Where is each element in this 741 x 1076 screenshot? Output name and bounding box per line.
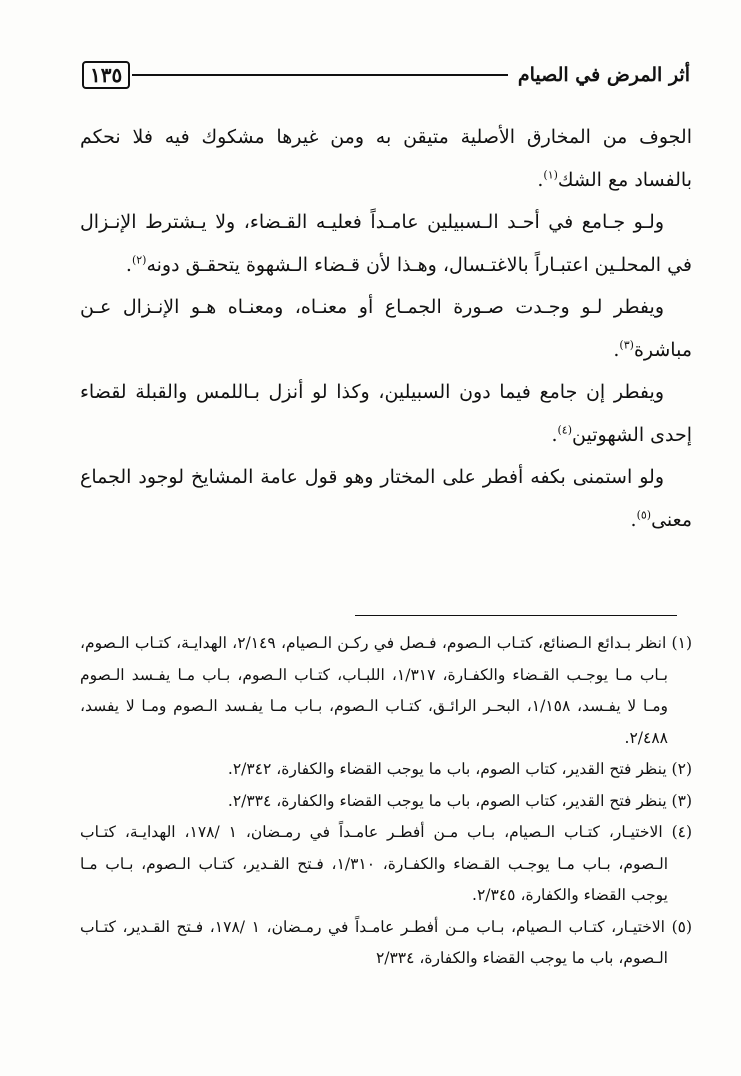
footnote: (٢) ينظر فتح القدير، كتاب الصوم، باب ما يوجب القضاء والكفارة، ٢/٣٤٢. bbox=[227, 760, 692, 778]
paragraph: الجوف من المخارق الأصلية متيقن به ومن غيرها مشكوك فيه فلا نحكم بالفساد مع الشك$^{(١)}$. bbox=[80, 126, 692, 191]
header-rule bbox=[132, 74, 508, 76]
footnote-ref: (١) bbox=[543, 168, 558, 182]
paragraph: ولو استمنى بكفه أفطر على المختار وهو قول عامة المشايخ لوجود الجماع معنى$^{(٥)}$. bbox=[80, 466, 692, 531]
running-header bbox=[82, 58, 690, 92]
footnote: (٤) الاختيـار، كتـاب الـصيام، بـاب مـن أفطـر عامـداً في رمـضان، ١ /١٧٨، الهدايـة، كتـاب الـصوم، بـاب مـا يوجـب القـضاء والكفـارة، ١/٣١٠، فـتح القـدير، كتـاب الـصوم، بـاب مـا يوجب القضاء والكفارة، ٢/٣٤٥. bbox=[80, 823, 693, 904]
footnote-separator bbox=[355, 615, 677, 616]
footnote-ref: (٤) bbox=[557, 423, 573, 437]
footnotes bbox=[80, 628, 692, 975]
footnote-ref: (٥) bbox=[636, 508, 652, 522]
paragraph: ولـو جـامع في أحـد الـسبيلين عامـداً فعليـه القـضاء، ولا يـشترط الإنـزال في المحلـين اعتبـاراً بالاغتـسال، وهـذا لأن قـضاء الـشهوة يتحقـق دونه$^{(٢)}$. bbox=[80, 211, 692, 276]
page-number: ١٣٥ bbox=[82, 61, 130, 89]
main-text bbox=[80, 116, 692, 541]
paragraph: ويفطر إن جامع فيما دون السبيلين، وكذا لو أنزل بـاللمس والقبلة لقضاء إحدى الشهوتين$^{(٤)}$. bbox=[80, 381, 692, 446]
footnote: (٥) الاختيـار، كتـاب الـصيام، بـاب مـن أفطـر عامـداً في رمـضان، ١ /١٧٨، فـتح القـدير، كتـاب الـصوم، باب ما يوجب القضاء والكفارة، ٢/٣٣٤ bbox=[80, 917, 693, 967]
footnote-ref: (٢) bbox=[131, 253, 147, 267]
footnote-ref: (٣) bbox=[619, 338, 634, 352]
running-title: أثر المرض في الصيام bbox=[517, 64, 690, 86]
footnote: (١) انظر بـدائع الـصنائع، كتـاب الـصوم، فـصل في ركـن الـصيام، ٢/١٤٩، الهدايـة، كتـاب الـصوم، بـاب مـا يوجـب القـضاء والكفـارة، ١/٣١٧، اللبـاب، كتـاب الـصوم، بـاب مـا يفـسد الـصوم ومـا لا يفـسد، ١/١٥٨، البحـر الرائـق، كتـاب الـصوم، بـاب مـا يفـسد الـصوم ومـا لا يفسد، ٢/٤٨٨. bbox=[80, 634, 692, 747]
footnote: (٣) ينظر فتح القدير، كتاب الصوم، باب ما يوجب القضاء والكفارة، ٢/٣٣٤. bbox=[227, 791, 692, 810]
paragraph: ويفطر لـو وجـدت صـورة الجمـاع أو معنـاه، ومعنـاه هـو الإنـزال عـن مباشرة$^{(٣)}$. bbox=[80, 296, 692, 361]
